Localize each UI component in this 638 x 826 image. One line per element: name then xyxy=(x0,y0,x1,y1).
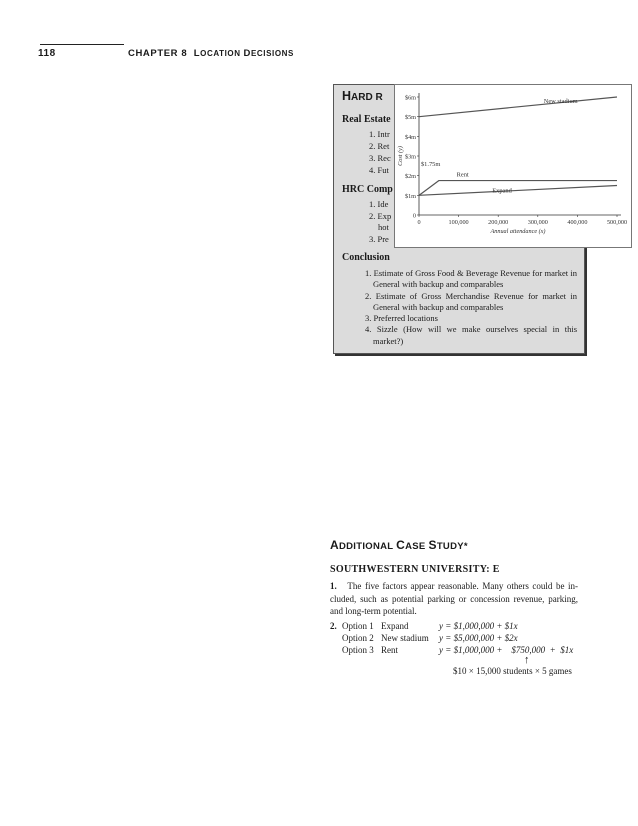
list-item: 2. Ret xyxy=(369,141,390,151)
header-rule xyxy=(40,44,124,45)
list-item: 3. Rec xyxy=(369,153,391,163)
chapter-label: CHAPTER 8 xyxy=(128,48,188,59)
list-item: 1. Estimate of Gross Food & Beverage Revenue for market in General with backup and comparables xyxy=(365,268,577,290)
section-hrc: HRC Comp xyxy=(342,184,393,195)
y-tick-label: 0 xyxy=(412,212,416,220)
cost-chart xyxy=(394,84,632,248)
page-number: 118 xyxy=(38,48,56,59)
rent-footnote: $10 × 15,000 students × 5 games xyxy=(453,666,572,676)
option-name: Rent xyxy=(381,645,398,655)
section2-rest: ECISIONS xyxy=(250,49,294,58)
section-real-estate: Real Estate xyxy=(342,114,391,125)
y-tick-label: $4m xyxy=(404,133,416,141)
box-title-rest: ARD R xyxy=(351,92,383,103)
heading-part: DDITIONAL xyxy=(338,541,397,552)
list-item: 4. Fut xyxy=(369,165,389,175)
y-tick-label: $6m xyxy=(404,94,416,102)
series-label-expand: Expand xyxy=(492,187,512,195)
box-title-initial: H xyxy=(342,89,352,103)
option-label: Option 3 xyxy=(342,645,374,655)
series-line-expand xyxy=(419,186,617,196)
section2-initial: D xyxy=(243,48,251,59)
case-heading xyxy=(330,538,468,552)
option-label: Option 1 xyxy=(342,621,374,631)
series-line-rent xyxy=(419,181,617,196)
list-item: hot xyxy=(378,222,389,232)
x-tick-label: 300,000 xyxy=(527,219,548,226)
box-title xyxy=(342,89,383,103)
option-equation: y = $5,000,000 + $2x xyxy=(439,633,518,643)
list-item: 2. Estimate of Gross Merchandise Revenue for market in General with backup and comparables xyxy=(365,290,577,312)
answer-number: 1. xyxy=(330,581,337,591)
option-name: Expand xyxy=(381,621,409,631)
answer-text: The five factors appear reasonable. Many others could be in-cluded, such as potential parking or concession revenue, parking, and long-term potential. xyxy=(330,581,578,616)
option-equation: y = $1,000,000 + $1x xyxy=(439,621,518,631)
list-item: 4. Sizzle (How will we make ourselves special in this market?) xyxy=(365,324,577,346)
heading-part: S xyxy=(428,538,437,552)
list-item: 3. Preferred locations xyxy=(365,313,438,324)
series-label-rent: Rent xyxy=(456,171,469,179)
chart-svg xyxy=(395,85,631,247)
x-tick-label: 0 xyxy=(417,219,421,226)
option-name: New stadium xyxy=(381,633,429,643)
y-axis-label: Cost (y) xyxy=(397,146,404,166)
answer-number: 2. xyxy=(330,621,337,631)
arrow-up-icon: ↑ xyxy=(524,654,530,666)
x-tick-label: 500,000 xyxy=(606,219,628,226)
y-tick-label: $3m xyxy=(404,153,416,161)
list-item: 1. Intr xyxy=(369,129,390,139)
chapter-heading xyxy=(128,48,294,59)
heading-part: A xyxy=(330,538,339,552)
x-axis-label: Annual attendance (x) xyxy=(490,228,546,235)
heading-part: C xyxy=(396,538,406,552)
list-item: 2. Exp xyxy=(369,211,392,221)
heading-part: ASE xyxy=(405,541,429,552)
answer-1 xyxy=(330,580,578,618)
section-rest: OCATION xyxy=(200,49,244,58)
list-item: 3. Pre xyxy=(369,234,389,244)
y-tick-label: $1m xyxy=(404,192,416,200)
y-tick-label: $2m xyxy=(404,173,416,181)
heading-part: TUDY* xyxy=(436,541,468,552)
option-label: Option 2 xyxy=(342,633,374,643)
section-initial: L xyxy=(193,48,201,59)
series-label-new-stadium: New stadium xyxy=(543,97,578,105)
conclusion-list xyxy=(365,268,577,347)
x-tick-label: 400,000 xyxy=(567,219,588,226)
series-line-new-stadium xyxy=(419,97,617,117)
list-item: 1. Ide xyxy=(369,199,389,209)
y-tick-label: $5m xyxy=(404,114,416,122)
x-tick-label: 200,000 xyxy=(488,219,509,226)
case-subtitle: SOUTHWESTERN UNIVERSITY: E xyxy=(330,564,500,575)
section-conclusion: Conclusion xyxy=(342,252,390,263)
option-equation: y = $1,000,000 + $750,000 + $1x xyxy=(439,645,574,655)
x-tick-label: 100,000 xyxy=(448,219,469,226)
annotation-label: $1.75m xyxy=(420,160,441,168)
